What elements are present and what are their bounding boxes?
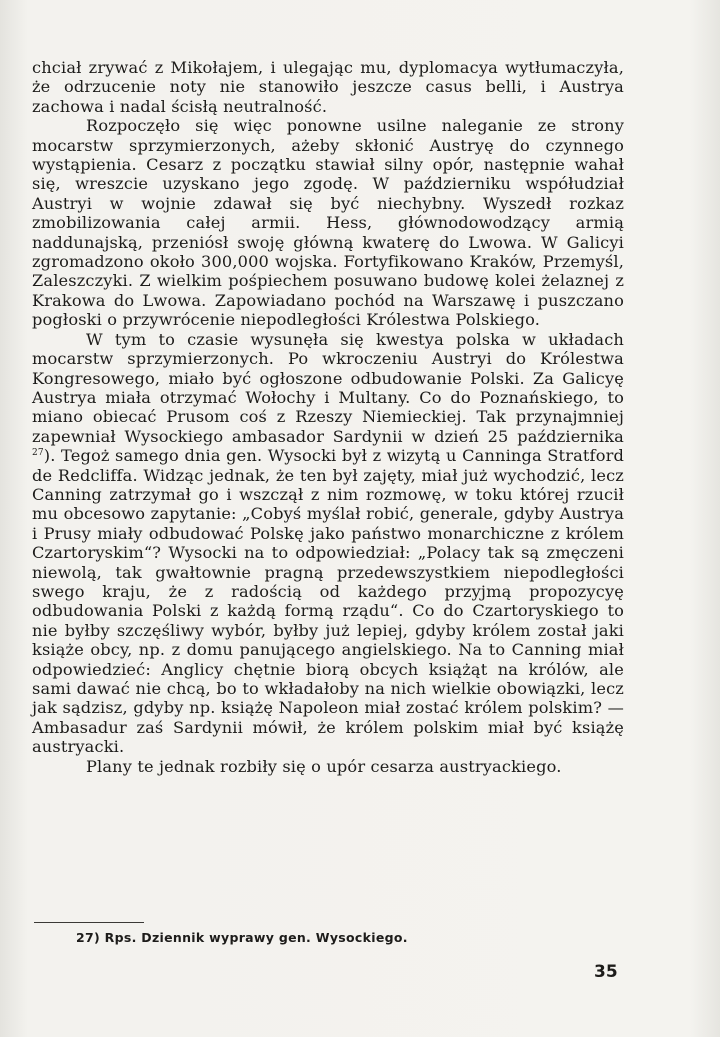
footnote	[76, 930, 408, 945]
footnote-marker: 27)	[76, 930, 101, 945]
page-number: 35	[594, 962, 618, 982]
paragraph-4: Plany te jednak rozbiły się o upór cesarza austryackiego.	[86, 756, 562, 776]
paragraph-3-part-1: W tym to czasie wysunęła się kwestya polska w układach mocarstw sprzymierzonych. Po wkroczeniu Austryi do Królestwa Kongresowego, miało być ogłoszone odbudowanie Polski. Za Galicyę Austrya miała otrzymać Wołochy i Multany. Co do Poznańskiego, to miano obiecać Prusom coś z Rzeszy Niemieckiej. Tak przynajmniej zapewniał Wysockiego ambasador Sardynii w dzień 25 października	[32, 329, 624, 446]
footnote-reference: 27	[32, 448, 44, 459]
paragraph-2: Rozpoczęło się więc ponowne usilne naleganie ze strony mocarstw sprzymierzonych, ażeby skłonić Austryę do czynnego wystąpienia. Cesarz z początku stawiał silny opór, następnie wahał się, wreszcie uzyskano jego zgodę. W październiku współudział Austryi w wojnie zdawał się być niechybny. Wyszedł rozkaz zmobilizowania całej armii. Hess, głównodowodzący armią naddunajską, przeniósł swoję główną kwaterę do Lwowa. W Galicyi zgromadzono około 300,000 wojska. Fortyfikowano Kraków, Przemyśl, Zaleszczyki. Z wielkim pośpiechem posuwano budowę kolei żelaznej z Krakowa do Lwowa. Zapowiadano pochód na Warszawę i puszczano pogłoski o przywrócenie niepodległości Królestwa Polskiego.	[32, 116, 624, 330]
paragraph-3	[32, 330, 624, 757]
paragraph-3-part-2: ). Tegoż samego dnia gen. Wysocki był z wizytą u Canninga Stratford de Redcliffa. Widząc jednak, że ten był zajęty, miał już wychodzić, lecz Canning zatrzymał go i wszczął z nim rozmowę, w toku której rzucił mu obcesowo zapytanie: „Cobyś myślał robić, generale, gdyby Austrya i Prusy miały odbudować Polskę jako państwo monarchiczne z królem Czartoryskim“? Wysocki na to odpowiedział: „Polacy tak są zmęczeni niewolą, tak gwałtownie pragną przedewszystkiem niepodległości swego kraju, że z radością od każdego przyjmą propozycyę odbudowania Polski z każdą formą rządu“. Co do Czartoryskiego to nie byłby szczęśliwy wybór, byłby już lepiej, gdyby królem został jaki książe obcy, np. z domu panującego angielskiego. Na to Canning miał odpowiedzieć: Anglicy chętnie biorą obcych książąt na królów, ale sami dawać nie chcą, bo to wkładałoby na nich wielkie obowiązki, lecz jak sądzisz, gdyby np. książę Napoleon miał zostać królem polskim? — Ambasadur zaś Sardynii mówił, że królem polskim miał być książę austryacki.	[32, 446, 624, 757]
paragraph-1: chciał zrywać z Mikołajem, i ulegając mu, dyplomacya wytłumaczyła, że odrzucenie noty nie stanowiło jeszcze casus belli, i Austrya zachowa i nadal ścisłą neutralność.	[32, 58, 624, 116]
body-text	[32, 58, 624, 776]
footnote-divider	[34, 922, 144, 923]
footnote-text: Rps. Dziennik wyprawy gen. Wysockiego.	[104, 930, 408, 945]
